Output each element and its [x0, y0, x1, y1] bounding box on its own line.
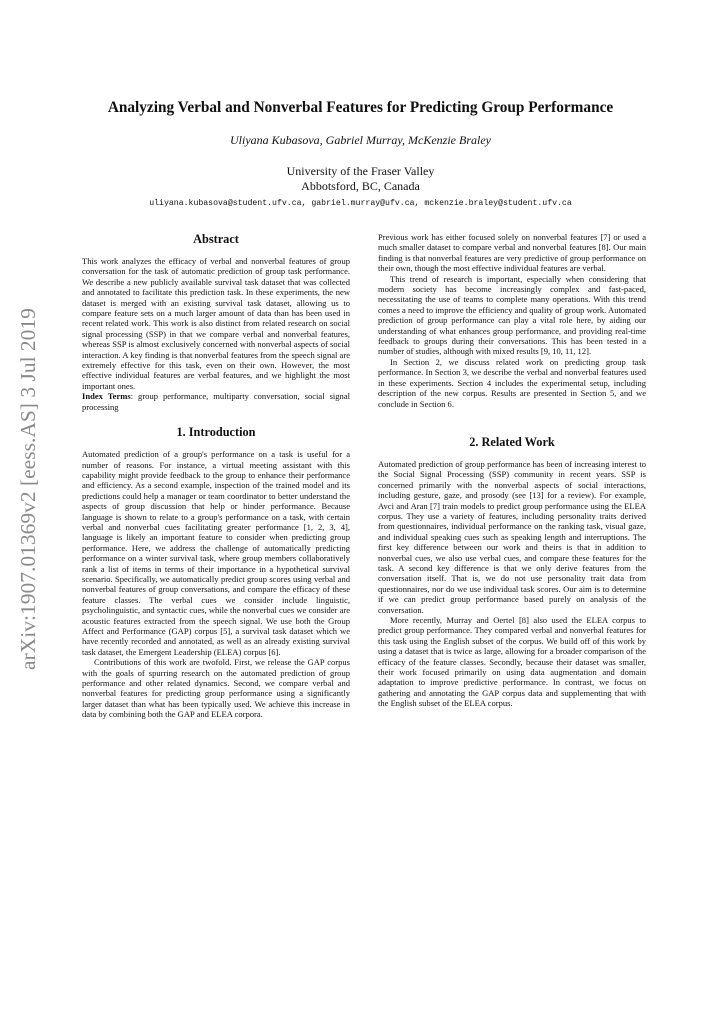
index-terms — [82, 391, 350, 412]
section-heading-introduction: 1. Introduction — [176, 425, 256, 440]
related-paragraph-1: Automated prediction of group performance has been of increasing interest to the Social Signal Processing (SSP) community in recent years. SSP is concerned primarily with the nonverbal aspects of social interactions, including gesture, gaze, and prosody (see [13] for a review). For example, Avci and Aran [7] train models to predict group performance using the ELEA corpus. They use a variety of features, including personality traits derived from questionnaires, individual performance on the ranking task, visual gaze, and individual speaking cues such as speaking length and interruptions. The first key difference between our work and theirs is that in addition to nonverbal cues, we also use verbal cues, and compare these features for the task. A second key difference is that we only derive features from the conversation itself. That is, we do not use personality trait data from questionnaires, nor do we use individual task scores. Our aim is to determine if we can predict group performance based purely on analysis of the conversation. — [378, 458, 646, 615]
right-column — [378, 232, 646, 709]
paper-title: Analyzing Verbal and Nonverbal Features for Predicting Group Performance — [107, 99, 614, 116]
affiliation — [40, 164, 681, 194]
index-terms-label: Index Terms — [82, 391, 131, 402]
arxiv-stamp: arXiv:1907.01369v2 [eess.AS] 3 Jul 2019 — [16, 308, 40, 670]
intro-paragraph-2: Contributions of this work are twofold. First, we release the GAP corpus with the goals of spurring research on the automated prediction of group performance and other related dynamics. Second, we compare verbal and nonverbal features for predicting group performance using a significantly larger dataset than what has been typically used. We achieve this increase in data by combining both the GAP and ELEA corpora. — [82, 657, 350, 720]
left-column — [82, 232, 350, 720]
author-emails: uliyana.kubasova@student.ufv.ca, gabriel.murray@ufv.ca, mckenzie.braley@student.ufv.ca — [149, 199, 572, 208]
affiliation-line-2: Abbotsford, BC, Canada — [301, 179, 420, 193]
related-paragraph-2: More recently, Murray and Oertel [8] also used the ELEA corpus to predict group performance. They compared verbal and nonverbal features for this task using the English subset of the corpus. We build off of this work by using a dataset that is twice as large, allowing for a broader comparison of the efficacy of the feature classes. Secondly, because their dataset was smaller, their work focused primarily on using data augmentation and domain adaptation to improve predictive performance. In contrast, we focus on gathering and annotating the GAP corpus data and supplementing that with the English subset of the ELEA corpus. — [378, 615, 646, 709]
intro-paragraph-4: This trend of research is important, especially when considering that modern society has become increasingly complex and fast-paced, necessitating the use of teams to complete many operations. With this trend comes a need to improve the efficiency and quality of group work. Automated prediction of group performance can play a vital role here, by aiding our understanding of what enhances group performance, and providing real-time feedback to groups during their conversations. This has been tested in a number of studies, although with mixed results [9, 10, 11, 12]. — [378, 273, 646, 357]
author-list: Uliyana Kubasova, Gabriel Murray, McKenzie Braley — [230, 133, 491, 147]
intro-paragraph-3: Previous work has either focused solely on nonverbal features [7] or used a much smaller dataset to compare verbal and nonverbal features [8]. Our main finding is that nonverbal features are very predictive of group performance on their own, though the most effective individual features are verbal. — [378, 232, 646, 274]
index-terms-text: : group performance, multiparty conversation, social signal processing — [82, 391, 350, 412]
section-heading-related-work: 2. Related Work — [469, 434, 555, 449]
affiliation-line-1: University of the Fraser Valley — [286, 164, 435, 178]
intro-paragraph-5: In Section 2, we discuss related work on predicting group task performance. In Section 3, we describe the verbal and nonverbal features used in these experiments. Section 4 includes the experimental setup, including description of the new corpus. Results are presented in Section 5, and we conclude in Section 6. — [378, 356, 646, 409]
intro-paragraph-1: Automated prediction of a group's performance on a task is useful for a number of reasons. For instance, a virtual meeting assistant with this capability might provide feedback to the group to enhance their performance and efficiency. As a second example, inspection of the trained model and its predictions could help a manager or team coordinator to better understand the aspects of group discussion that help or hinder performance. Because language is shown to relate to a group's performance on a task, with certain verbal and nonverbal cues facilitating greater performance [1, 2, 3, 4], language is likely an important feature to consider when predicting group performance. Here, we address the challenge of automatically predicting performance on a winter survival task, where group members collaboratively rank a list of items in terms of their importance in a hypothetical survival scenario. Specifically, we automatically predict group scores using verbal and nonverbal features of group conversations, and compare the efficacy of these feature classes. The verbal cues we consider include linguistic, psycholinguistic, and syntactic cues, while the nonverbal cues we consider are acoustic features extracted from the speech signal. We use both the Group Affect and Performance (GAP) corpus [5], a survival task dataset which we have recently recorded and annotated, as well as an already existing survival task dataset, the Emergent Leadership (ELEA) corpus [6]. — [82, 449, 350, 657]
abstract-body: This work analyzes the efficacy of verbal and nonverbal features of group conversation for the task of automatic prediction of group task performance. We describe a new publicly available survival task dataset that was collected and annotated to facilitate this prediction task. In these experiments, the new dataset is merged with an existing survival task dataset, allowing us to compare feature sets on a much larger amount of data than has been used in recent related work. This work is also distinct from related research on social signal processing (SSP) in that we compare verbal and nonverbal features, whereas SSP is almost exclusively concerned with nonverbal aspects of social interaction. A key finding is that nonverbal features from the speech signal are extremely effective for this task, even on their own. However, the most effective individual features are verbal features, and we highlight the most important ones. — [82, 256, 350, 391]
abstract-heading: Abstract — [193, 232, 239, 246]
